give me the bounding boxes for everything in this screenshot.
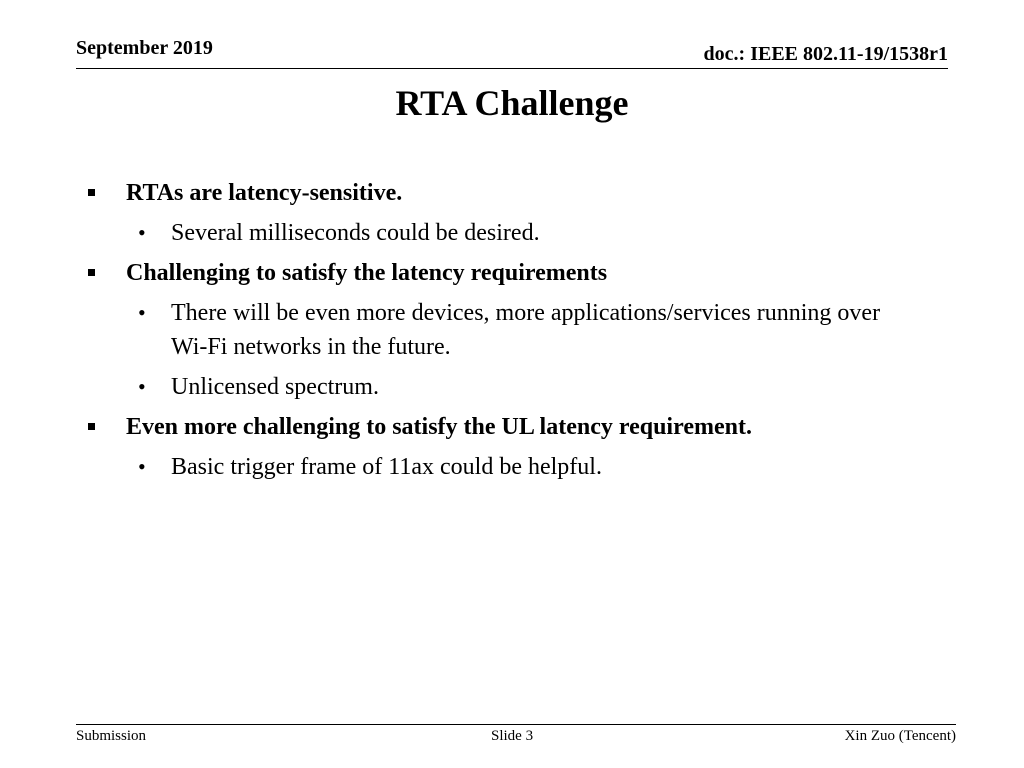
slide-body xyxy=(88,176,908,490)
bullet-item xyxy=(88,256,908,290)
bullet-text: Challenging to satisfy the latency requirements xyxy=(126,260,608,286)
sub-bullet-text: Several milliseconds could be desired. xyxy=(171,220,540,246)
slide-title: RTA Challenge xyxy=(395,83,629,123)
round-bullet-icon: • xyxy=(138,300,146,325)
sub-bullet-text: Basic trigger frame of 11ax could be helpful. xyxy=(171,454,602,480)
round-bullet-icon: • xyxy=(138,454,146,479)
footer-submission: Submission xyxy=(76,728,147,744)
square-bullet-icon xyxy=(88,423,95,430)
sub-bullet-item xyxy=(88,450,908,484)
footer-divider xyxy=(76,724,956,725)
header-divider xyxy=(76,68,948,69)
bullet-item xyxy=(88,410,908,444)
sub-bullet-item xyxy=(88,216,908,250)
sub-bullet-text: There will be even more devices, more applications/services running over Wi-Fi networks in the future. xyxy=(171,300,881,360)
footer-author: Xin Zuo (Tencent) xyxy=(844,728,956,744)
bullet-text: Even more challenging to satisfy the UL latency requirement. xyxy=(126,414,752,440)
round-bullet-icon: • xyxy=(138,374,146,399)
round-bullet-icon: • xyxy=(138,220,146,245)
square-bullet-icon xyxy=(88,269,95,276)
bullet-text: RTAs are latency-sensitive. xyxy=(126,180,403,206)
header-date: September 2019 xyxy=(76,37,213,59)
header-doc-id: doc.: IEEE 802.11-19/1538r1 xyxy=(703,43,948,65)
sub-bullet-item xyxy=(88,370,908,404)
sub-bullet-text: Unlicensed spectrum. xyxy=(171,374,379,400)
footer-slide-number: Slide 3 xyxy=(491,728,534,744)
bullet-item xyxy=(88,176,908,210)
square-bullet-icon xyxy=(88,189,95,196)
sub-bullet-item xyxy=(88,296,908,364)
